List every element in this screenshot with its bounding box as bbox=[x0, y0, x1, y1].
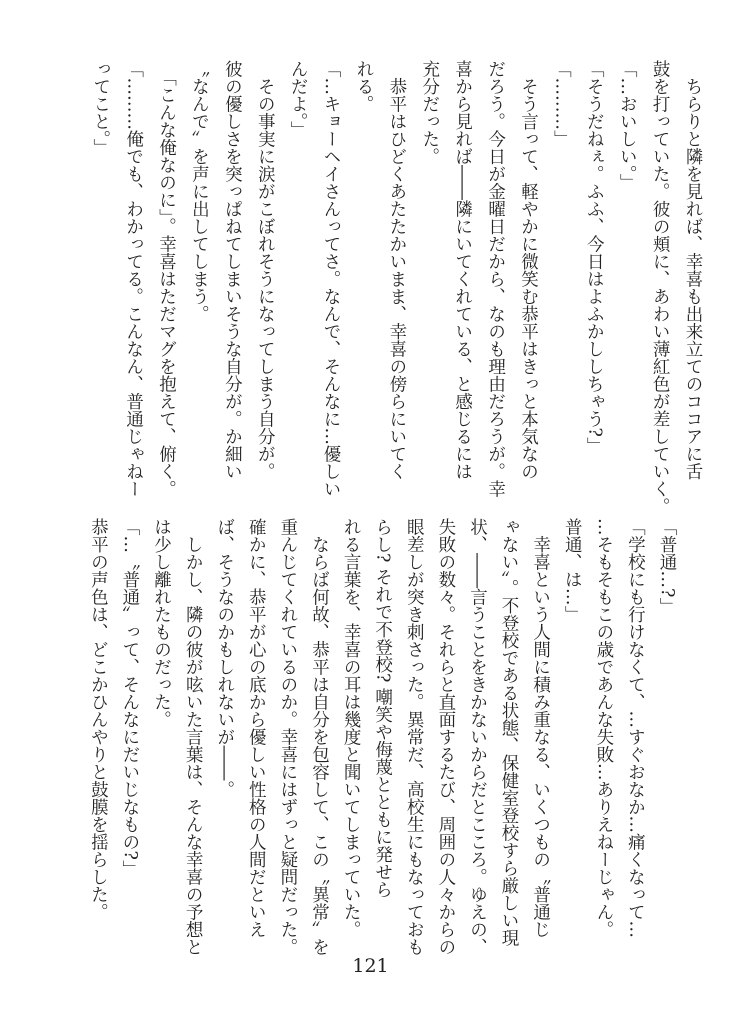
text-line: 「学校にも行けなくて、…すぐおなか…痛くなって… bbox=[625, 518, 646, 938]
text-line: らし? それで不登校? 嘲笑や侮蔑とともに発せら bbox=[372, 518, 393, 898]
text-line: 「そうだねぇ。ふふ、今日はよふかししちゃう?」 bbox=[584, 60, 605, 455]
text-line: ってこと。」 bbox=[90, 60, 111, 157]
text-line: ならば何故、恭平は自分を包容して、この〝異常〟を bbox=[309, 518, 330, 956]
text-line: れる言葉を、幸喜の耳は幾度と聞いてしまっていた。 bbox=[341, 518, 362, 938]
text-line: んだよ。」 bbox=[288, 60, 309, 139]
text-line: れる。 bbox=[353, 60, 374, 113]
text-line: 「普通…?」 bbox=[657, 518, 677, 615]
text-line: だろう。今日が金曜日だから、なのも理由だろうが。幸 bbox=[485, 60, 506, 498]
text-line: 「…〝普通〟って、そんなにだいじなもの?」 bbox=[119, 518, 140, 878]
text-line: 幸喜という人間に積み重なる、いくつもの〝普通じ bbox=[530, 518, 551, 938]
text-line: 鼓を打っていた。彼の頬に、あわい薄紅色が差していく。 bbox=[650, 60, 671, 515]
text-line: その事実に涙がこぼれそうになってしまう自分が。 bbox=[255, 60, 276, 480]
text-line: 「こんな俺なのに」。幸喜はただマグを抱えて、俯く。 bbox=[156, 60, 177, 498]
text-line: 状、――言うことをきかないからだとこころ。ゆえの、 bbox=[467, 518, 488, 956]
text-line: 重んじてくれているのか。幸喜にはずっと疑問だった。 bbox=[277, 518, 298, 956]
text-line: ゃない〟。不登校である状態、保健室登校すら厳しい現 bbox=[499, 518, 520, 947]
text-line: そう言って、軽やかに微笑む恭平はきっと本気なの bbox=[518, 60, 539, 480]
text-line: 眼差しが突き刺さった。異常だ、高校生にもなっておも bbox=[404, 518, 425, 956]
text-line: 「………俺でも、わかってる。こんなん、普通じゃねー bbox=[123, 60, 144, 498]
text-line: 恭平はひどくあたたかいまま、幸喜の傍らにいてく bbox=[386, 60, 407, 480]
text-line: 確かに、恭平が心の底から優しい性格の人間だといえ bbox=[246, 518, 267, 938]
text-line: 彼の優しさを突っぱねてしまいそうな自分が。か細い bbox=[222, 60, 243, 480]
text-line: しかし、隣の彼が呟いた言葉は、そんな幸喜の予想と bbox=[183, 518, 204, 956]
text-line: 喜から見れば――隣にいてくれている、と感じるには bbox=[452, 60, 473, 480]
page-number: 121 bbox=[352, 955, 389, 977]
text-line: 充分だった。 bbox=[419, 60, 440, 165]
text-line: 普通、は…」 bbox=[562, 518, 583, 623]
text-line: ば、そうなのかもしれないが――。 bbox=[214, 518, 235, 798]
text-line: 「………」 bbox=[551, 60, 572, 148]
text-block-upper bbox=[84, 60, 709, 515]
text-line: 「…キョーヘイさんってさ。なんで、そんなに…優しい bbox=[321, 60, 342, 498]
text-line: は少し離れたものだった。 bbox=[151, 518, 172, 728]
text-line: 〝なんで〟を声に出してしまう。 bbox=[189, 60, 210, 323]
text-line: …そもそもこの歳であんな失敗…ありえねーじゃん。 bbox=[593, 518, 614, 938]
text-line: 「…おいしい。」 bbox=[617, 60, 638, 192]
text-line: ちらりと隣を見れば、幸喜も出来立てのココアに舌 bbox=[683, 60, 703, 480]
text-line: 恭平の声色は、どこかひんやりと鼓膜を揺らした。 bbox=[88, 518, 109, 921]
text-line: 失敗の数々。それらと直面するたび、周囲の人々からの bbox=[435, 518, 456, 956]
text-block-lower bbox=[82, 518, 682, 968]
